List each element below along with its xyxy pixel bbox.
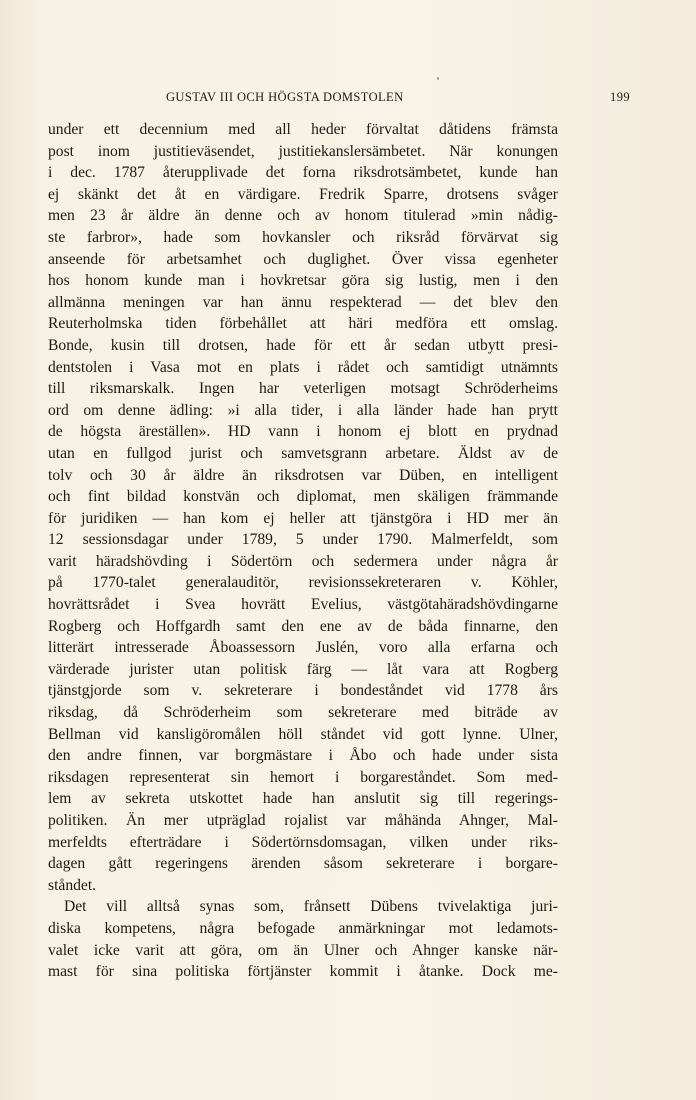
text-line: varit häradshövding i Södertörn och sedermera under några år	[48, 552, 558, 570]
text-line: tjänstgjorde som v. sekreterare i bondeståndet vid 1778 års	[48, 682, 558, 700]
text-line: hos honom kunde man i hovkretsar göra sig lustig, men i den	[48, 272, 558, 290]
text-line: värderade jurister utan politisk färg — låt vara att Rogberg	[48, 660, 558, 678]
text-line: ste farbror», hade som hovkansler och riksråd förvärvat sig	[48, 228, 558, 246]
text-line: utan en fullgod jurist och samvetsgrann arbetare. Äldst av de	[48, 444, 558, 462]
page-number: 199	[610, 90, 630, 104]
text-line: de högsta äreställen». HD vann i honom ej blott en prydnad	[48, 423, 558, 441]
text-line: Bellman vid kansligöromålen höll ståndet vid gott lynne. Ulner,	[48, 725, 558, 743]
text-line: riksdag, då Schröderheim som sekreterare med biträde av	[48, 704, 558, 722]
paragraph-1	[48, 119, 558, 896]
text-line: anseende för arbetsamhet och duglighet. Över vissa egenheter	[48, 250, 558, 268]
paper-speck	[437, 77, 439, 80]
text-line: under ett decennium med all heder förvaltat dåtidens främsta	[48, 121, 558, 138]
text-line: mast för sina politiska förtjänster kommit i åtanke. Dock me-	[48, 963, 558, 981]
text-line: och fint bildad konstvän och diplomat, men skäligen främmande	[48, 488, 558, 506]
text-line: valet icke varit att göra, om än Ulner och Ahnger kanske när-	[48, 941, 558, 959]
text-line: Bonde, kusin till drotsen, hade för ett år sedan utbytt presi-	[48, 336, 558, 354]
text-line: ord om denne ädling: »i alla tider, i alla länder hade han prytt	[48, 401, 558, 419]
text-line: dagen gått regeringens ärenden såsom sekreterare i borgare-	[48, 855, 558, 873]
text-line: tolv och 30 år äldre än riksdrotsen var Düben, en intelligent	[48, 466, 558, 484]
text-line: 12 sessionsdagar under 1789, 5 under 1790. Malmerfeldt, som	[48, 531, 558, 549]
text-line: till riksmarskalk. Ingen har veterligen motsagt Schröderheims	[48, 380, 558, 398]
paragraph-2	[48, 896, 558, 982]
text-line: men 23 år äldre än denne och av honom titulerad »min nådig-	[48, 207, 558, 225]
text-line: allmänna meningen var han ännu respekterad — det blev den	[48, 293, 558, 311]
text-line: post inom justitieväsendet, justitiekanslersämbetet. När konungen	[48, 142, 558, 160]
text-line: den andre finnen, var borgmästare i Åbo och hade under sista	[48, 747, 558, 765]
running-title: GUSTAV III OCH HÖGSTA DOMSTOLEN	[166, 90, 404, 104]
text-line: på 1770-talet generalauditör, revisionssekreteraren v. Köhler,	[48, 574, 558, 592]
text-line: Rogberg och Hoffgardh samt den ene av de båda finnarne, den	[48, 617, 558, 635]
text-line: dentstolen i Vasa mot en plats i rådet och samtidigt utnämnts	[48, 358, 558, 376]
text-line: ståndet.	[48, 876, 97, 894]
text-line: i dec. 1787 återupplivade det forna riksdrotsämbetet, kunde han	[48, 164, 558, 182]
text-line: hovrättsrådet i Svea hovrätt Evelius, västgötahäradshövdingarne	[48, 596, 558, 614]
text-line: merfeldts efterträdare i Södertörnsdomsagan, vilken under riks-	[48, 833, 558, 851]
text-line: litterärt intresserade Åboassessorn Juslén, voro alla erfarna och	[48, 639, 558, 657]
body-text	[48, 119, 558, 983]
text-line: diska kompetens, några befogade anmärkningar mot ledamots-	[48, 919, 558, 937]
text-line: riksdagen representerat sin hemort i borgareståndet. Som med-	[48, 768, 558, 786]
text-line: Reuterholmska tiden förbehållet att häri medföra ett omslag.	[48, 315, 558, 333]
running-header	[48, 90, 630, 110]
text-line: ej skänkt det åt en värdigare. Fredrik Sparre, drotsens svåger	[48, 185, 558, 203]
text-line: för juridiken — han kom ej heller att tjänstgöra i HD mer än	[48, 509, 558, 527]
text-line: politiken. Än mer utpräglad rojalist var måhända Ahnger, Mal-	[48, 812, 558, 829]
text-line: Det vill alltså synas som, frånsett Dübens tvivelaktiga juri-	[64, 898, 558, 916]
text-line: lem av sekreta utskottet hade han anslutit sig till regerings-	[48, 790, 558, 808]
